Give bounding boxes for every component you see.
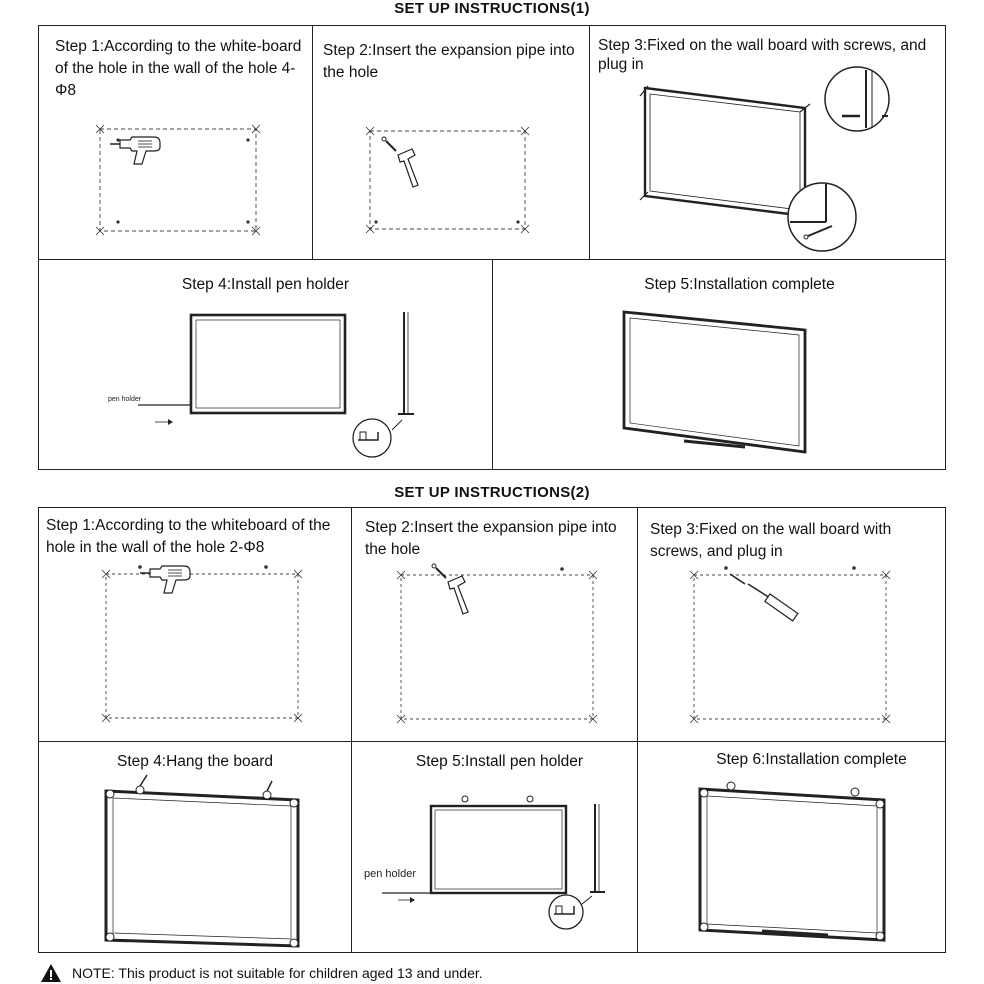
s1-step5-illustration xyxy=(624,312,805,452)
section1-title: SET UP INSTRUCTIONS(1) xyxy=(394,0,590,17)
s2-step3-caption: Step 3:Fixed on the wall board with screws, and plug in xyxy=(650,521,892,560)
s2-step6-caption: Step 6:Installation complete xyxy=(716,751,907,768)
s2-pen-holder-label: pen holder xyxy=(364,868,416,880)
s2-step5-caption: Step 5:Install pen holder xyxy=(415,753,584,770)
s1-step3-illustration xyxy=(640,67,889,251)
section2-title: SET UP INSTRUCTIONS(2) xyxy=(394,484,590,501)
warning-triangle-icon xyxy=(40,963,62,983)
note xyxy=(40,963,483,983)
s1-step2-caption: Step 2:Insert the expansion pipe into the hole xyxy=(323,42,575,81)
s2-step4-caption: Step 4:Hang the board xyxy=(117,753,273,770)
s1-pen-holder-label: pen holder xyxy=(108,396,142,403)
s2-step2-caption: Step 2:Insert the expansion pipe into the hole xyxy=(365,519,617,558)
s2-step1-caption: Step 1:According to the whiteboard of the hole in the wall of the hole 2-Φ8 xyxy=(46,517,331,556)
s2-step1-illustration xyxy=(102,565,302,722)
s1-step3-caption: Step 3:Fixed on the wall board with screws, and plug in xyxy=(598,37,927,73)
s1-step2-illustration xyxy=(366,127,529,233)
s1-step5-caption: Step 5:Installation complete xyxy=(644,276,835,293)
note-text: NOTE: This product is not suitable for children aged 13 and under. xyxy=(72,965,483,981)
s2-step3-illustration xyxy=(690,566,890,723)
s2-step5-illustration xyxy=(382,796,605,929)
s2-step6-illustration xyxy=(700,782,884,940)
s1-step1-illustration xyxy=(96,125,260,235)
s1-step1-caption: Step 1:According to the white-board of the hole in the wall of the hole 4-Φ8 xyxy=(55,38,302,99)
s1-step4-caption: Step 4:Install pen holder xyxy=(181,276,350,293)
s2-step2-illustration xyxy=(397,564,597,723)
s2-step4-illustration xyxy=(106,775,298,947)
s1-step4-illustration xyxy=(138,312,414,457)
